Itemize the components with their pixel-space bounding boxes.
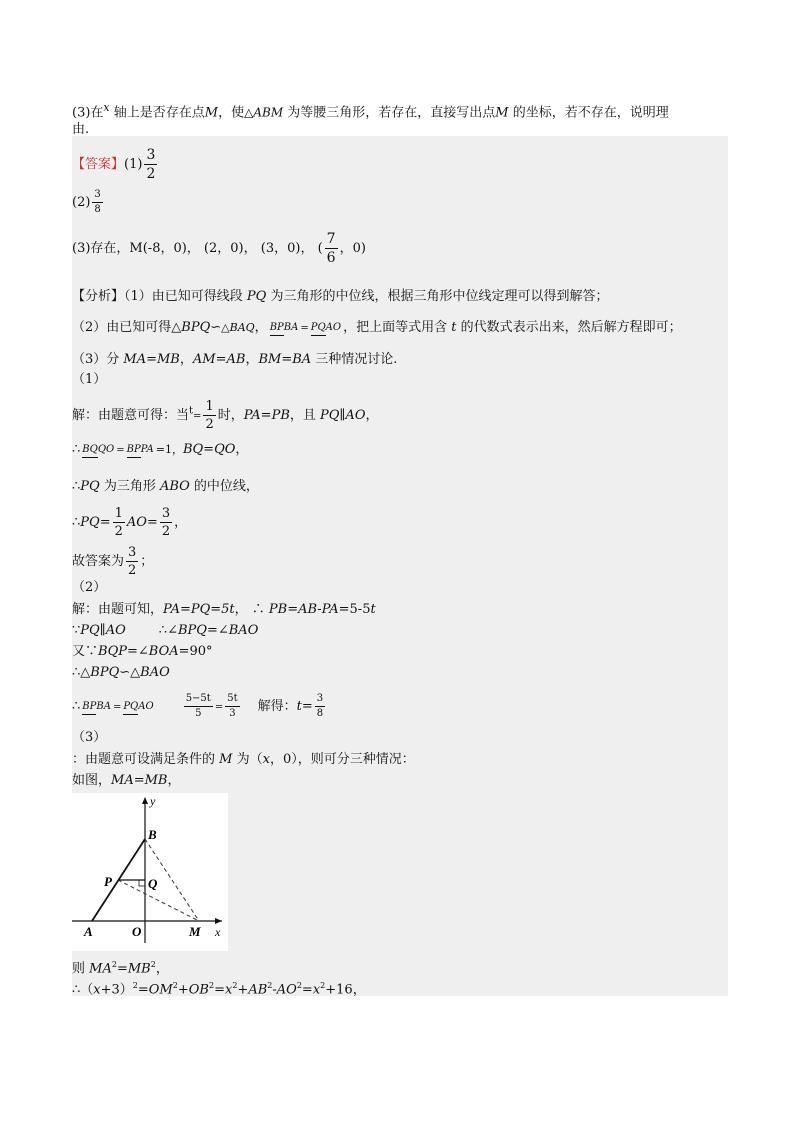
fraction-5t-3 [225,694,239,719]
text: ， [254,320,268,335]
denominator: 5 [195,708,202,719]
var: ABO [159,479,190,494]
var-m: M [495,105,509,121]
exponent: 2 [267,981,273,990]
fraction-3-8 [92,190,102,215]
var: BPQ [177,623,207,638]
denominator: 6 [326,250,336,266]
text: ，使 [218,105,245,121]
text: = [193,411,202,422]
var: x [312,982,321,998]
text: 又∵ [72,644,99,659]
var: BM=BA [258,352,312,367]
label-p: P [104,874,112,889]
exponent: 2 [232,981,238,990]
var: x [93,982,101,998]
text: +3） [100,982,133,998]
var: AO [126,515,147,530]
question-3-line-2 [72,120,89,140]
denominator: AO [138,700,154,712]
text: =1， [155,443,183,456]
text: 的坐标，若不存在，说明理 [508,105,669,121]
text: ∽ [210,320,222,335]
right-angle-mark [139,880,145,886]
text: (3)在 [72,105,104,121]
var: t [189,405,194,417]
denominator: 2 [114,524,123,539]
var: PB=AB-PA [268,602,339,617]
text: 三种情况讨论. [311,352,398,367]
text: = [214,702,224,713]
solution-2-line-1 [72,600,376,620]
text: 为（ [232,752,263,767]
exponent: 2 [320,981,326,990]
exponent: 2 [296,981,302,990]
text: ∴ [72,479,81,494]
text: =∠ [206,623,229,638]
fraction-pq-ao [123,702,153,712]
var: PQ [246,289,267,304]
text: ∽△ [119,665,141,680]
text: 解：由题可知， [72,602,164,617]
text: 的中位线， [189,479,259,494]
numerator: BQ [82,444,98,458]
numerator: 5−5t [184,694,213,707]
numerator: 3 [92,190,102,203]
text: (1) [124,157,143,172]
denominator: 2 [128,563,137,578]
analysis-2 [72,318,682,339]
text: 解得： [257,699,297,714]
text: ，0) [339,241,366,256]
x-axis-arrow [215,918,222,924]
var: MB [127,961,151,977]
label-o: O [132,924,142,939]
var: OM [148,982,173,998]
text: 时， [217,408,244,423]
label-q: Q [148,876,158,891]
answer-2 [72,190,105,215]
var: BOA [148,644,179,659]
var: AB [248,982,268,998]
solution-2-line-5 [72,694,327,719]
fraction-5-5t-5 [184,694,213,719]
var: PA=PQ=5t [163,602,235,617]
text: = [301,982,313,998]
exponent: 2 [150,960,156,969]
text: 【分析】（1）由已知可得线段 [72,289,247,304]
text: ∴ [72,515,81,530]
text: 如图， [72,773,112,788]
label-b: B [148,827,157,842]
text: 由. [72,122,90,137]
text: ，且 [289,408,321,423]
denominator: 2 [205,417,214,432]
var: MA=MB [111,773,168,788]
solution-1-line-1 [72,400,379,431]
text: 则 [72,961,90,977]
denominator: PA [140,443,154,455]
solution-2-line-3 [72,642,213,662]
numerator: BP [127,444,141,458]
text: ， [179,352,193,367]
text: +16， [325,982,366,998]
denominator: 8 [94,204,101,215]
var: PQ [80,479,100,494]
var: x [224,982,233,998]
var: BAO [228,623,259,638]
numerator: 3 [161,506,171,521]
fraction-3-2 [126,546,138,577]
text: ：由题意可设满足条件的 [72,752,220,767]
var: x [262,752,270,767]
var: AO [276,982,297,998]
text: ∵ [72,623,81,638]
var: BQ=QO [182,442,236,457]
text: ； [140,554,154,569]
text: （1） [72,372,107,387]
fraction-7-6 [325,232,338,265]
text: 的代数式表示出来，然后解方程即可； [456,320,682,335]
fraction-3-2 [144,148,157,181]
numerator: 1 [114,506,123,521]
text: =5-5 [338,602,371,617]
text: - [272,982,277,998]
numerator: 3 [146,147,156,163]
var: BAO [140,665,170,680]
text: = [116,445,125,456]
denominator: BA [96,700,111,712]
text: 为三角形的中位线，根据三角形中位线定理可以得到解答； [266,289,609,304]
solution-3-line-2 [72,771,181,791]
var: M [219,752,233,767]
var: MA [89,961,112,977]
var: PQ∥AO [320,408,366,423]
numerator: BP [270,322,284,336]
label-a: A [84,924,93,939]
triangle-abm: △ABM [244,105,284,120]
text: 故答案为 [72,554,125,569]
text: = [137,982,149,998]
fraction-1-2 [203,400,215,431]
numerator: PQ [123,701,138,715]
fraction-pq-ao [311,323,341,333]
numerator: 7 [326,231,336,247]
numerator: 3 [315,694,325,707]
var: t [296,699,302,714]
answer-1 [72,148,159,181]
text: （2） [72,580,107,595]
var: OB [188,982,209,998]
solution-1-line-3 [72,477,259,497]
denominator: 2 [161,524,171,539]
text: ， [155,961,169,977]
text: （2）由已知可得△ [72,320,182,335]
label-y: y [150,794,156,808]
solution-1-line-2 [72,440,248,461]
var: BPQ [90,665,120,680]
denominator: 2 [146,166,156,182]
exponent: 2 [208,981,215,990]
solution-1-line-5 [72,546,153,577]
analysis-3 [72,350,397,370]
answer-label: 【答案】 [72,157,125,172]
text: =90° [178,644,213,659]
fraction-3-2 [160,507,172,538]
denominator: AO [325,321,342,333]
label-m: M [189,924,201,939]
text: ∴ [72,442,81,457]
text: ， [174,515,188,530]
var: AM=AB [192,352,246,367]
text: 解：由题意可得：当 [72,408,190,423]
text: 轴上是否存在点 [109,105,205,121]
text: 为三角形 [99,479,160,494]
solution-2-line-2 [72,621,258,641]
var: t [370,602,376,617]
var: PQ∥AO [80,623,126,638]
text: 为等腰三角形，若存在，直接写出点 [283,105,496,121]
var: PQ [80,515,100,530]
text: =∠ [126,644,149,659]
fraction-bq-qo [82,445,114,455]
var-x: x [103,101,110,114]
text: ， [167,773,181,788]
text: ， [245,352,259,367]
exponent: 2 [111,960,117,969]
text: = [146,515,158,530]
text: ， ∴ [234,602,269,617]
label-x: x [215,925,221,939]
text: + [177,982,189,998]
figure-svg [72,793,228,951]
text: ， [235,442,249,457]
numerator: 3 [128,545,137,560]
text: （3）分 [72,352,124,367]
var: △BAQ [221,321,255,334]
var: PA=PB [243,408,290,423]
solution-3-line-4 [72,976,366,1000]
numerator: 1 [205,399,214,414]
fraction-bp-pa [127,445,154,455]
text: (3)存在，M(-8，0)， (2，0)， (3，0)， ( [72,241,323,256]
text: = [99,515,111,530]
text: = [300,323,309,334]
text: ，0），则可分三种情况： [269,752,415,767]
text: = [301,699,313,714]
text: (2) [72,195,91,210]
numerator: 5t [225,694,239,707]
text: ∴ [72,699,81,714]
denominator: BA [283,321,299,333]
segment-pm [118,880,199,921]
numerator: PQ [311,322,326,336]
answer-3 [72,232,366,265]
denominator: 3 [229,708,236,719]
fraction-3-8 [315,694,325,719]
part-3-heading [72,728,106,748]
text: ，把上面等式用含 [343,320,452,335]
numerator: BP [82,701,96,715]
fraction-1-2 [113,507,125,538]
exponent: 2 [132,981,138,990]
text: ∴△ [72,665,91,680]
text: = [112,702,122,713]
denominator: QO [97,443,115,455]
text: ∴∠ [125,623,178,638]
text: = [116,961,128,977]
var: MA=MB [123,352,180,367]
solution-2-line-4 [72,663,170,683]
text: + [237,982,249,998]
var: t [451,320,457,335]
text: = [214,982,225,998]
part-1-heading [72,370,106,390]
text: ， [365,408,379,423]
solution-1-line-4 [72,507,187,538]
text: ∴（ [72,982,94,998]
question-3-line-1 [72,98,669,123]
fraction-bp-ba [270,323,299,333]
exponent: 2 [172,981,178,990]
solution-3-line-1 [72,750,415,770]
geometry-figure [72,793,228,951]
fraction-bp-ba [82,702,111,712]
y-axis-arrow [142,797,148,804]
part-2-heading [72,578,106,598]
analysis-1 [72,287,608,307]
var: BPQ [181,320,211,335]
var: BQP [98,644,127,659]
denominator: 8 [316,708,324,719]
text: （3） [72,730,107,745]
var-m: M [204,105,219,121]
